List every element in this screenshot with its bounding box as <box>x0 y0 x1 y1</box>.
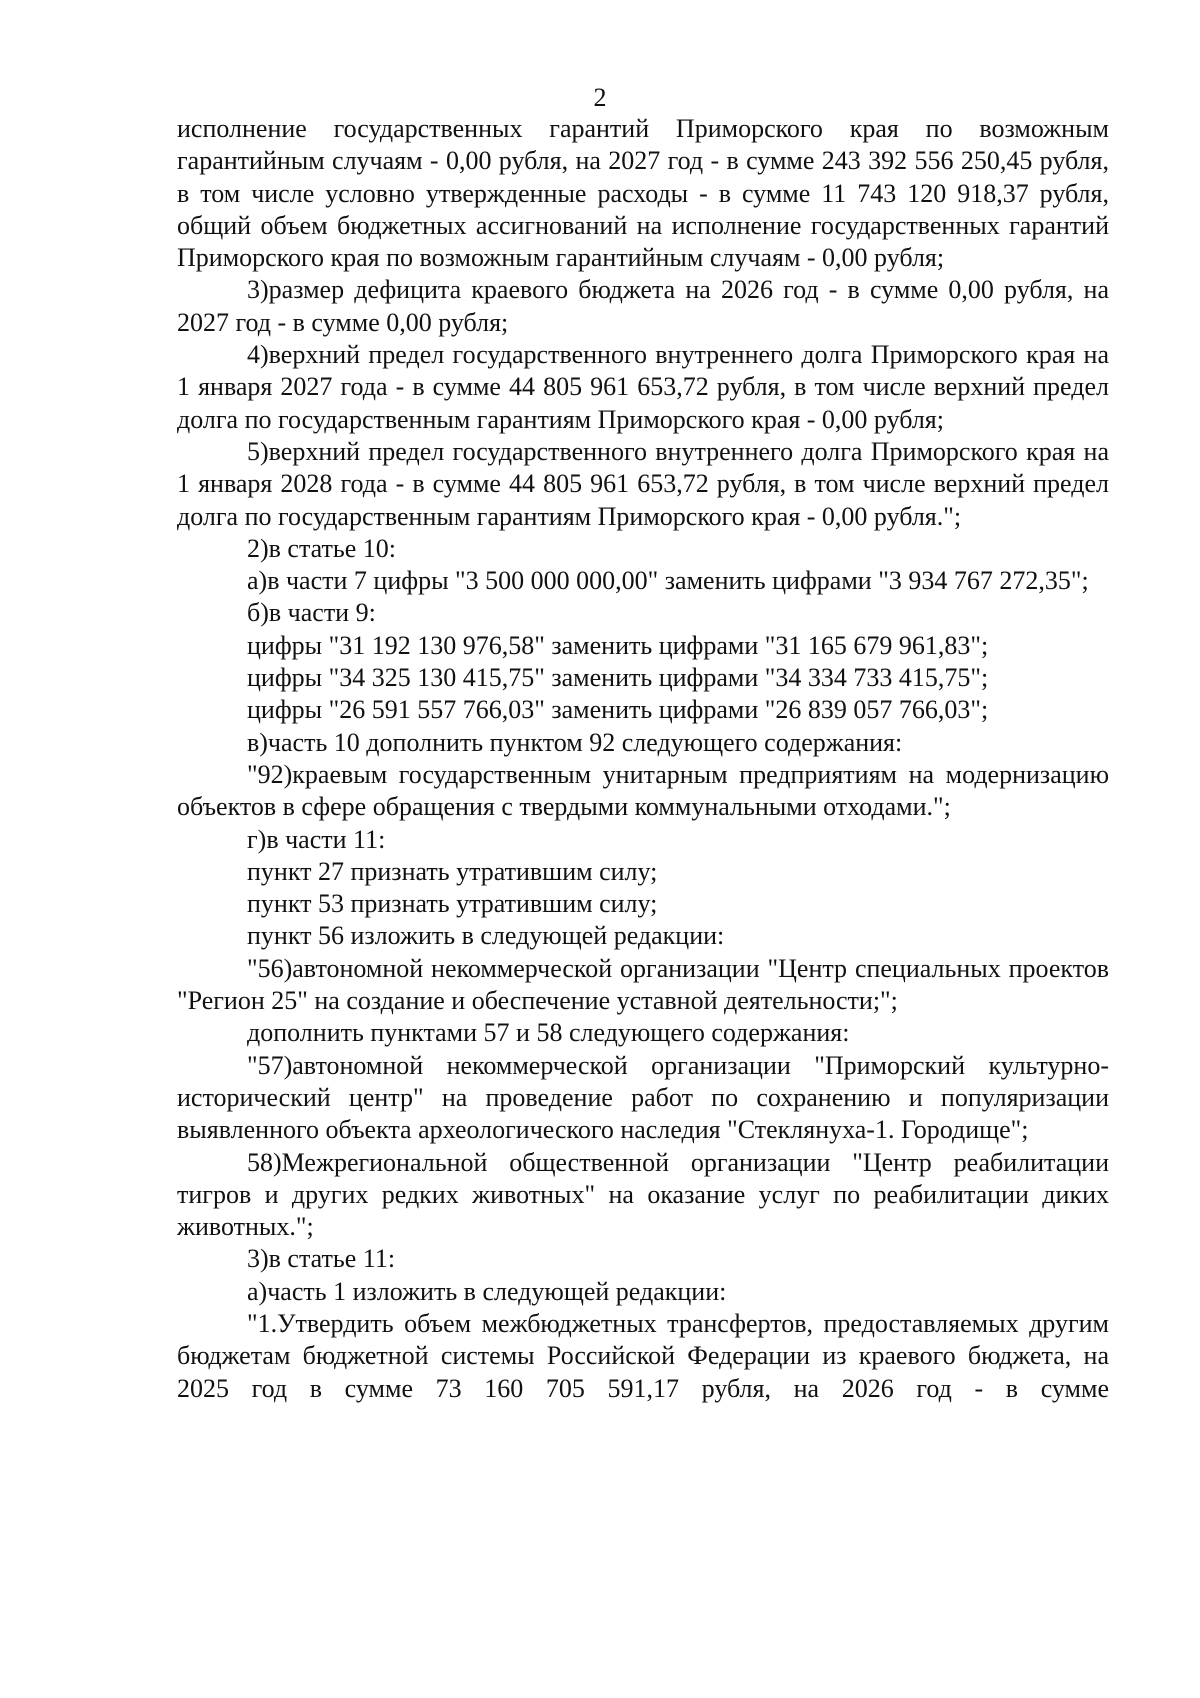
paragraph-item-27: пункт 27 признать утратившим силу; <box>247 856 658 886</box>
paragraph-item-92: "92)краевым государственным унитарным предприятиям на модернизацию объектов в сфере обращения с твердыми коммунальными отходами."; <box>177 759 1109 822</box>
paragraph-item-56-intro: пункт 56 изложить в следующей редакции: <box>247 921 725 951</box>
paragraph-item-58: 58)Межрегиональной общественной организации "Центр реабилитации тигров и других редких животных" на оказание услуг по реабилитации диких животных."; <box>177 1147 1109 1242</box>
paragraph-figures-3: цифры "26 591 557 766,03" заменить цифрами "26 839 057 766,03"; <box>247 695 989 725</box>
paragraph-part-1: а)часть 1 изложить в следующей редакции: <box>247 1276 727 1306</box>
paragraph-article-11: 3)в статье 11: <box>247 1244 396 1274</box>
document-body <box>177 113 1109 1405</box>
paragraph-item-53: пункт 53 признать утратившим силу; <box>247 889 658 919</box>
paragraph-figures-2: цифры "34 325 130 415,75" заменить цифрами "34 334 733 415,75"; <box>247 663 989 693</box>
paragraph-continuation: исполнение государственных гарантий Приморского края по возможным гарантийным случаям - 0,00 рубля, на 2027 год - в сумме 243 392 556 250,45 рубля, в том числе условно утвержденные расходы - в сумме 11 743 120 918,37 рубля, общий объем бюджетных ассигнований на исполнение государственных гарантий Приморского края по возможным гарантийным случаям - 0,00 рубля; <box>177 114 1109 273</box>
paragraph-items-57-58-intro: дополнить пунктами 57 и 58 следующего содержания: <box>247 1018 850 1048</box>
paragraph-item-57: "57)автономной некоммерческой организации "Приморский культурно-исторический центр" на проведение работ по сохранению и популяризации выявленного объекта археологического наследия "Стеклянуха-1. Городище"; <box>177 1050 1109 1145</box>
paragraph-part-10: в)часть 10 дополнить пунктом 92 следующего содержания: <box>247 727 903 757</box>
paragraph-figures-1: цифры "31 192 130 976,58" заменить цифрами "31 165 679 961,83"; <box>247 630 989 660</box>
paragraph-transfers: "1.Утвердить объем межбюджетных трансфертов, предоставляемых другим бюджетам бюджетной системы Российской Федерации из краевого бюджета, на 2025 год в сумме 73 160 705 591,17 рубля, на 2026 год - в сумме <box>177 1308 1109 1403</box>
page-number: 2 <box>593 83 607 112</box>
paragraph-item-3: 3)размер дефицита краевого бюджета на 2026 год - в сумме 0,00 рубля, на 2027 год - в сумме 0,00 рубля; <box>177 275 1109 337</box>
paragraph-item-4: 4)верхний предел государственного внутреннего долга Приморского края на 1 января 2027 года - в сумме 44 805 961 653,72 рубля, в том числе верхний предел долга по государственным гарантиям Приморского края - 0,00 рубля; <box>177 340 1109 434</box>
paragraph-item-5: 5)верхний предел государственного внутреннего долга Приморского края на 1 января 2028 года - в сумме 44 805 961 653,72 рубля, в том числе верхний предел долга по государственным гарантиям Приморского края - 0,00 рубля."; <box>177 436 1109 531</box>
paragraph-article-10: 2)в статье 10: <box>247 533 397 563</box>
paragraph-part-11: г)в части 11: <box>247 824 386 854</box>
paragraph-item-56: "56)автономной некоммерческой организации "Центр специальных проектов "Регион 25" на создание и обеспечение уставной деятельности;"; <box>177 953 1109 1016</box>
paragraph-part-7: а)в части 7 цифры "3 500 000 000,00" заменить цифрами "3 934 767 272,35"; <box>247 566 1089 596</box>
paragraph-part-9: б)в части 9: <box>247 598 376 628</box>
